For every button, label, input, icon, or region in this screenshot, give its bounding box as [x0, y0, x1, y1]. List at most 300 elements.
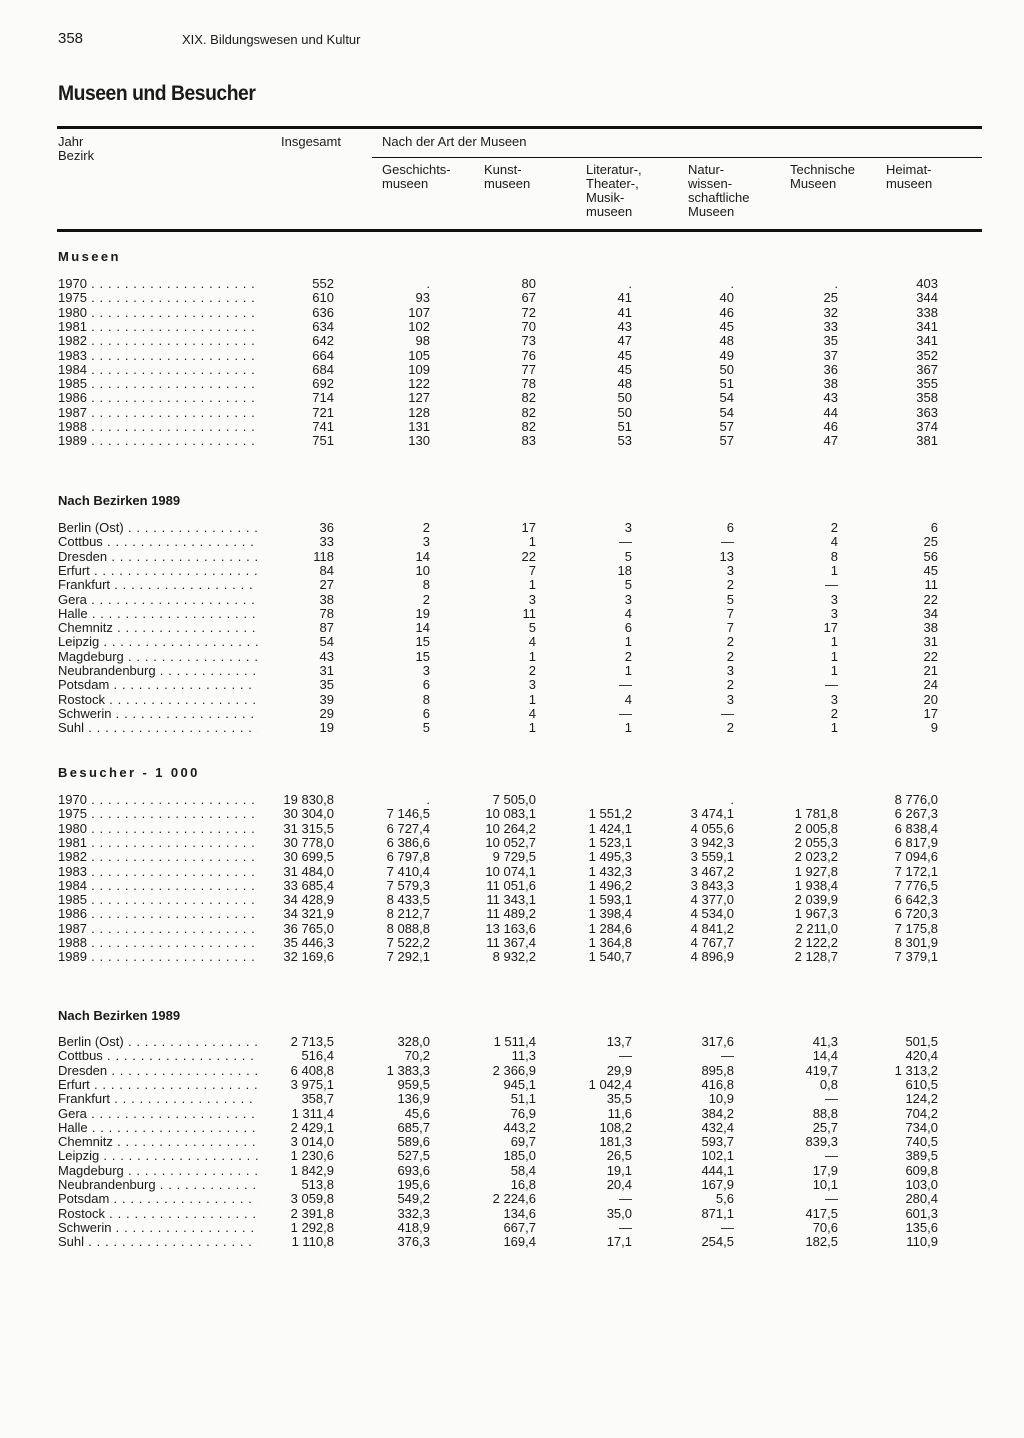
table-row: [0, 320, 1024, 334]
table-cell: 50: [719, 361, 734, 377]
table-cell: 48: [719, 333, 734, 349]
table-cell: 35: [823, 333, 838, 349]
table-cell: 3 843,3: [690, 877, 734, 893]
table-cell: —: [619, 1219, 632, 1235]
table-cell: 2: [830, 520, 838, 535]
table-cell: 374: [916, 419, 938, 434]
table-cell: 589,6: [397, 1134, 430, 1150]
table-cell: 2 429,1: [290, 1119, 334, 1135]
table-cell: 84: [319, 562, 334, 578]
col-header-kunst: Kunst- museen: [484, 162, 531, 191]
table-row: [0, 306, 1024, 320]
table-cell: 1 593,1: [588, 892, 632, 908]
table-cell: 40: [719, 290, 734, 306]
table-cell: 2: [726, 577, 734, 593]
table-cell: 8 776,0: [894, 792, 938, 807]
table-cell: 1: [528, 648, 536, 664]
table-cell: 27: [319, 577, 334, 593]
table-cell: 32 169,6: [283, 949, 334, 965]
table-cell: 7 172,1: [894, 863, 938, 879]
table-cell: 78: [521, 376, 536, 392]
table-cell: 8 088,8: [386, 920, 430, 936]
table-row: [0, 693, 1024, 707]
table-cell: —: [721, 534, 734, 550]
table-cell: 43: [617, 318, 632, 334]
table-cell: 17,1: [606, 1234, 632, 1250]
table-row: [0, 1221, 1024, 1235]
table-cell: 19 830,8: [283, 792, 334, 807]
table-cell: 57: [719, 433, 734, 449]
table-cell: 3: [726, 663, 734, 678]
table-cell: 127: [408, 390, 430, 406]
table-cell: 48: [617, 376, 632, 392]
table-row: [0, 420, 1024, 434]
table-cell: 2 391,8: [290, 1205, 334, 1221]
row-label: Magdeburg . . .: [58, 1164, 258, 1178]
table-cell: 1 311,4: [291, 1105, 334, 1121]
table-cell: 2: [726, 677, 734, 693]
table-cell: 1 967,3: [794, 906, 838, 922]
table-cell: —: [825, 677, 838, 693]
table-cell: 30 699,5: [283, 849, 334, 865]
table-row: [0, 1064, 1024, 1078]
table-cell: 432,4: [701, 1119, 734, 1135]
table-row: [0, 850, 1024, 864]
table-cell: 45,6: [404, 1105, 430, 1121]
table-row: [0, 1178, 1024, 1192]
table-cell: 2 039,9: [794, 892, 838, 908]
table-row: [0, 1149, 1024, 1163]
row-label: 1970 . . .: [58, 277, 258, 291]
table-cell: 70,6: [812, 1219, 838, 1235]
table-row: [0, 822, 1024, 836]
table-cell: —: [721, 1219, 734, 1235]
table-cell: —: [619, 534, 632, 550]
table-cell: 80: [521, 276, 536, 291]
table-cell: 54: [719, 390, 734, 406]
table-cell: 4: [624, 691, 632, 707]
row-label: Dresden . . .: [58, 550, 258, 564]
table-cell: 22: [923, 648, 938, 664]
table-cell: 11: [522, 605, 536, 621]
row-label: Magdeburg . . .: [58, 650, 258, 664]
table-cell: 1 383,3: [386, 1062, 430, 1078]
table-cell: 2: [528, 663, 536, 678]
table-cell: 31: [319, 663, 334, 678]
table-cell: 2: [830, 705, 838, 721]
table-cell: 3: [422, 663, 430, 678]
row-label: 1975 . . .: [58, 291, 258, 305]
table-cell: 549,2: [397, 1191, 430, 1207]
table-cell: 25,7: [812, 1119, 838, 1135]
table-row: [0, 936, 1024, 950]
table-cell: 107: [408, 304, 430, 320]
table-cell: 355: [916, 376, 938, 392]
table-cell: 6 386,6: [386, 834, 430, 850]
table-cell: 610,5: [905, 1076, 938, 1092]
table-cell: 41: [617, 304, 632, 320]
table-cell: 105: [408, 347, 430, 363]
table-cell: 10,1: [812, 1177, 838, 1192]
row-label: 1985 . . .: [58, 893, 258, 907]
table-cell: 3 975,1: [290, 1076, 334, 1092]
table-cell: 1 230,6: [290, 1148, 334, 1164]
row-label: 1985 . . .: [58, 377, 258, 391]
table-cell: 31 484,0: [283, 863, 334, 879]
table-cell: 416,8: [701, 1076, 734, 1092]
row-label: 1980 . . .: [58, 306, 258, 320]
row-label: Leipzig . . .: [58, 1149, 258, 1163]
table-cell: 11,6: [607, 1105, 632, 1121]
table-cell: 11 367,4: [486, 935, 536, 950]
table-cell: 2: [422, 591, 430, 607]
table-cell: 1 313,2: [894, 1062, 938, 1078]
row-label: 1982 . . .: [58, 334, 258, 348]
table-row: [0, 349, 1024, 363]
page-title: Museen und Besucher: [58, 82, 256, 105]
table-cell: 7 379,1: [894, 949, 938, 965]
table-cell: 1: [624, 720, 632, 736]
table-row: [0, 950, 1024, 964]
table-cell: 87: [319, 620, 334, 636]
table-cell: 6 727,4: [386, 820, 430, 836]
table-cell: 0,8: [819, 1076, 838, 1092]
table-cell: 363: [916, 404, 938, 420]
table-cell: 741: [312, 419, 334, 434]
table-cell: 33: [319, 534, 334, 550]
page-header: [58, 30, 982, 52]
table-cell: 10: [415, 562, 430, 578]
table-cell: 36: [319, 520, 334, 535]
table-cell: 82: [521, 419, 536, 434]
table-cell: 130: [408, 433, 430, 449]
table-cell: 43: [319, 648, 334, 664]
table-cell: 35,5: [606, 1091, 632, 1107]
row-label: 1988 . . .: [58, 936, 258, 950]
section-heading: Nach Bezirken 1989: [58, 493, 181, 508]
table-cell: 30 304,0: [283, 806, 334, 822]
table-cell: 108,2: [599, 1119, 632, 1135]
row-label: Chemnitz . . .: [58, 621, 258, 635]
table-cell: 1 511,4: [493, 1034, 536, 1049]
table-cell: 39: [319, 691, 334, 707]
table-cell: —: [619, 1191, 632, 1207]
table-cell: 552: [312, 276, 334, 291]
table-cell: 10 052,7: [485, 834, 536, 850]
table-row: [0, 1078, 1024, 1092]
table-cell: 6: [624, 620, 632, 636]
table-cell: —: [721, 1048, 734, 1064]
table-row: [0, 1035, 1024, 1049]
table-cell: 2 713,5: [290, 1034, 334, 1049]
table-cell: 8 301,9: [894, 935, 938, 950]
table-cell: 45: [923, 562, 938, 578]
table-cell: 45: [617, 361, 632, 377]
table-cell: 67: [521, 290, 536, 306]
table-cell: 53: [617, 433, 632, 449]
table-cell: 7 410,4: [386, 863, 430, 879]
table-cell: 11 489,2: [486, 906, 536, 922]
table-cell: 254,5: [701, 1234, 734, 1250]
table-cell: 22: [923, 591, 938, 607]
table-cell: 29,9: [606, 1062, 632, 1078]
table-cell: 33 685,4: [283, 877, 334, 893]
row-label: Cottbus . . .: [58, 1049, 258, 1063]
table-row: [0, 550, 1024, 564]
row-label: 1970 . . .: [58, 793, 258, 807]
table-cell: 10 074,1: [485, 863, 536, 879]
table-cell: 2: [624, 648, 632, 664]
table-cell: 740,5: [905, 1134, 938, 1150]
table-cell: —: [619, 677, 632, 693]
table-cell: 54: [319, 634, 334, 650]
table-cell: 17: [923, 705, 938, 721]
table-cell: 167,9: [701, 1177, 734, 1192]
table-cell: 51: [719, 376, 734, 392]
table-cell: 1 551,2: [588, 806, 632, 822]
table-cell: 31: [923, 634, 938, 650]
row-label: Potsdam . . .: [58, 678, 258, 692]
table-cell: 10,9: [708, 1091, 734, 1107]
table-cell: 704,2: [905, 1105, 938, 1121]
col-header-technik: Technische Museen: [790, 162, 856, 191]
table-cell: 45: [719, 318, 734, 334]
table-cell: 443,2: [503, 1119, 536, 1135]
table-cell: 420,4: [905, 1048, 938, 1064]
row-label: Frankfurt . . .: [58, 578, 258, 592]
table-row: [0, 1092, 1024, 1106]
table-cell: 3: [726, 691, 734, 707]
table-cell: 1 432,3: [588, 863, 632, 879]
table-cell: 15: [415, 634, 430, 650]
table-cell: 43: [823, 390, 838, 406]
table-cell: 1: [528, 534, 536, 550]
table-cell: 10 264,2: [485, 820, 536, 836]
table-cell: 1 110,8: [291, 1234, 334, 1250]
table-cell: 38: [319, 591, 334, 607]
table-cell: 46: [719, 304, 734, 320]
table-cell: 93: [415, 290, 430, 306]
table-row: [0, 521, 1024, 535]
table-cell: .: [426, 276, 430, 291]
table-cell: 122: [408, 376, 430, 392]
table-cell: 1 496,2: [588, 877, 632, 893]
section-heading: Nach Bezirken 1989: [58, 1008, 181, 1023]
table-row: [0, 907, 1024, 921]
total-header: Insgesamt: [281, 134, 341, 149]
table-cell: 417,5: [805, 1205, 838, 1221]
table-cell: 3 467,2: [690, 863, 734, 879]
table-cell: 2 366,9: [492, 1062, 536, 1078]
table-cell: 610: [312, 290, 334, 306]
table-cell: 49: [719, 347, 734, 363]
table-cell: 17,9: [812, 1162, 838, 1178]
table-cell: 70,2: [404, 1048, 430, 1064]
table-cell: 10 083,1: [485, 806, 536, 822]
table-cell: 14,4: [812, 1048, 838, 1064]
table-row: [0, 277, 1024, 291]
table-cell: 389,5: [905, 1148, 938, 1164]
table-cell: 50: [617, 404, 632, 420]
row-label: 1982 . . .: [58, 850, 258, 864]
table-cell: 501,5: [905, 1034, 938, 1049]
table-cell: 7 579,3: [386, 877, 430, 893]
table-cell: 5: [422, 720, 430, 736]
table-cell: 11: [924, 577, 938, 593]
table-row: [0, 793, 1024, 807]
table-cell: 4 841,2: [690, 920, 734, 936]
table-cell: 98: [415, 333, 430, 349]
table-row: [0, 922, 1024, 936]
header-bottom-rule: [57, 229, 982, 232]
table-row: [0, 363, 1024, 377]
table-cell: 7 522,2: [386, 935, 430, 950]
table-cell: 19,1: [606, 1162, 632, 1178]
table-cell: 11 051,6: [486, 877, 536, 893]
table-cell: 1: [830, 562, 838, 578]
table-cell: 136,9: [397, 1091, 430, 1107]
table-cell: 692: [312, 376, 334, 392]
table-cell: 332,3: [397, 1205, 430, 1221]
table-cell: 516,4: [301, 1048, 334, 1064]
table-cell: 341: [916, 318, 938, 334]
col-header-geschichte: Geschichts- museen: [382, 162, 451, 191]
table-cell: 4 767,7: [690, 935, 734, 950]
table-cell: 751: [312, 433, 334, 449]
table-cell: 3 474,1: [690, 806, 734, 822]
table-cell: 26,5: [606, 1148, 632, 1164]
table-cell: 634: [312, 318, 334, 334]
table-cell: 344: [916, 290, 938, 306]
table-cell: 37: [823, 347, 838, 363]
table-row: [0, 1235, 1024, 1249]
table-row: [0, 664, 1024, 678]
table-cell: 2 122,2: [794, 935, 838, 950]
table-cell: 642: [312, 333, 334, 349]
table-cell: .: [426, 792, 430, 807]
table-cell: 3: [624, 591, 632, 607]
table-cell: 34 428,9: [283, 892, 334, 908]
table-cell: 46: [823, 419, 838, 434]
table-cell: 1 292,8: [290, 1219, 334, 1235]
row-label: 1987 . . .: [58, 406, 258, 420]
row-label: Halle . . .: [58, 607, 258, 621]
table-row: [0, 721, 1024, 735]
table-row: [0, 621, 1024, 635]
table-cell: 169,4: [503, 1234, 536, 1250]
col-header-natur: Natur- wissen- schaftliche Museen: [688, 162, 750, 219]
table-row: [0, 678, 1024, 692]
table-cell: 2 023,2: [794, 849, 838, 865]
table-cell: 609,8: [905, 1162, 938, 1178]
row-label: Berlin (Ost) . . .: [58, 521, 258, 535]
table-cell: 7 146,5: [386, 806, 430, 822]
table-cell: 3: [726, 562, 734, 578]
table-cell: 1: [528, 691, 536, 707]
table-cell: —: [825, 1091, 838, 1107]
table-row: [0, 1164, 1024, 1178]
row-label: Erfurt . . .: [58, 564, 258, 578]
table-cell: 47: [823, 433, 838, 449]
table-cell: 1 042,4: [588, 1076, 632, 1092]
row-label: Chemnitz . . .: [58, 1135, 258, 1149]
table-cell: 3 059,8: [290, 1191, 334, 1207]
table-cell: 22: [521, 548, 536, 564]
table-cell: 135,6: [905, 1219, 938, 1235]
table-cell: 41,3: [812, 1034, 838, 1049]
table-cell: 102: [408, 318, 430, 334]
table-cell: —: [825, 1191, 838, 1207]
table-row: [0, 879, 1024, 893]
table-cell: 4: [830, 534, 838, 550]
row-label: Potsdam . . .: [58, 1192, 258, 1206]
table-cell: 31 315,5: [283, 820, 334, 836]
table-cell: 195,6: [397, 1177, 430, 1192]
table-cell: 6 838,4: [894, 820, 938, 836]
table-cell: 839,3: [805, 1134, 838, 1150]
table-cell: 1 284,6: [588, 920, 632, 936]
table-cell: 6 408,8: [290, 1062, 334, 1078]
table-cell: 444,1: [701, 1162, 734, 1178]
table-row: [0, 334, 1024, 348]
table-cell: 11 343,1: [486, 892, 536, 908]
row-label: Rostock . . .: [58, 1207, 258, 1221]
table-cell: 41: [617, 290, 632, 306]
row-label: 1984 . . .: [58, 879, 258, 893]
table-cell: 341: [916, 333, 938, 349]
table-cell: 5: [726, 591, 734, 607]
table-cell: 35 446,3: [283, 935, 334, 950]
table-cell: 6 642,3: [894, 892, 938, 908]
table-cell: 30 778,0: [283, 834, 334, 850]
table-cell: 1: [830, 648, 838, 664]
table-cell: 73: [521, 333, 536, 349]
table-cell: 4 055,6: [690, 820, 734, 836]
row-label: 1983 . . .: [58, 865, 258, 879]
table-cell: 636: [312, 304, 334, 320]
table-cell: 47: [617, 333, 632, 349]
table-cell: 2 128,7: [794, 949, 838, 965]
table-cell: 317,6: [701, 1034, 734, 1049]
row-label: 1987 . . .: [58, 922, 258, 936]
table-cell: 367: [916, 361, 938, 377]
table-cell: 714: [312, 390, 334, 406]
table-cell: 19: [319, 720, 334, 736]
table-cell: 4: [624, 605, 632, 621]
row-label: Gera . . .: [58, 593, 258, 607]
table-cell: .: [730, 276, 734, 291]
table-cell: 88,8: [812, 1105, 838, 1121]
table-cell: 1 495,3: [588, 849, 632, 865]
table-cell: 2 224,6: [492, 1191, 536, 1207]
table-cell: 8: [830, 548, 838, 564]
table-cell: 181,3: [599, 1134, 632, 1150]
table-cell: 2 211,0: [795, 920, 838, 936]
table-cell: 8: [422, 691, 430, 707]
table-cell: 34: [923, 605, 938, 621]
table-cell: 3 014,0: [290, 1134, 334, 1150]
table-cell: 36 765,0: [283, 920, 334, 936]
table-cell: 19: [415, 605, 430, 621]
table-cell: 45: [617, 347, 632, 363]
table-cell: 664: [312, 347, 334, 363]
table-cell: 871,1: [701, 1205, 734, 1221]
row-label: 1989 . . .: [58, 434, 258, 448]
table-row: [0, 391, 1024, 405]
table-cell: 5: [528, 620, 536, 636]
row-label: 1986 . . .: [58, 907, 258, 921]
table-cell: 25: [823, 290, 838, 306]
